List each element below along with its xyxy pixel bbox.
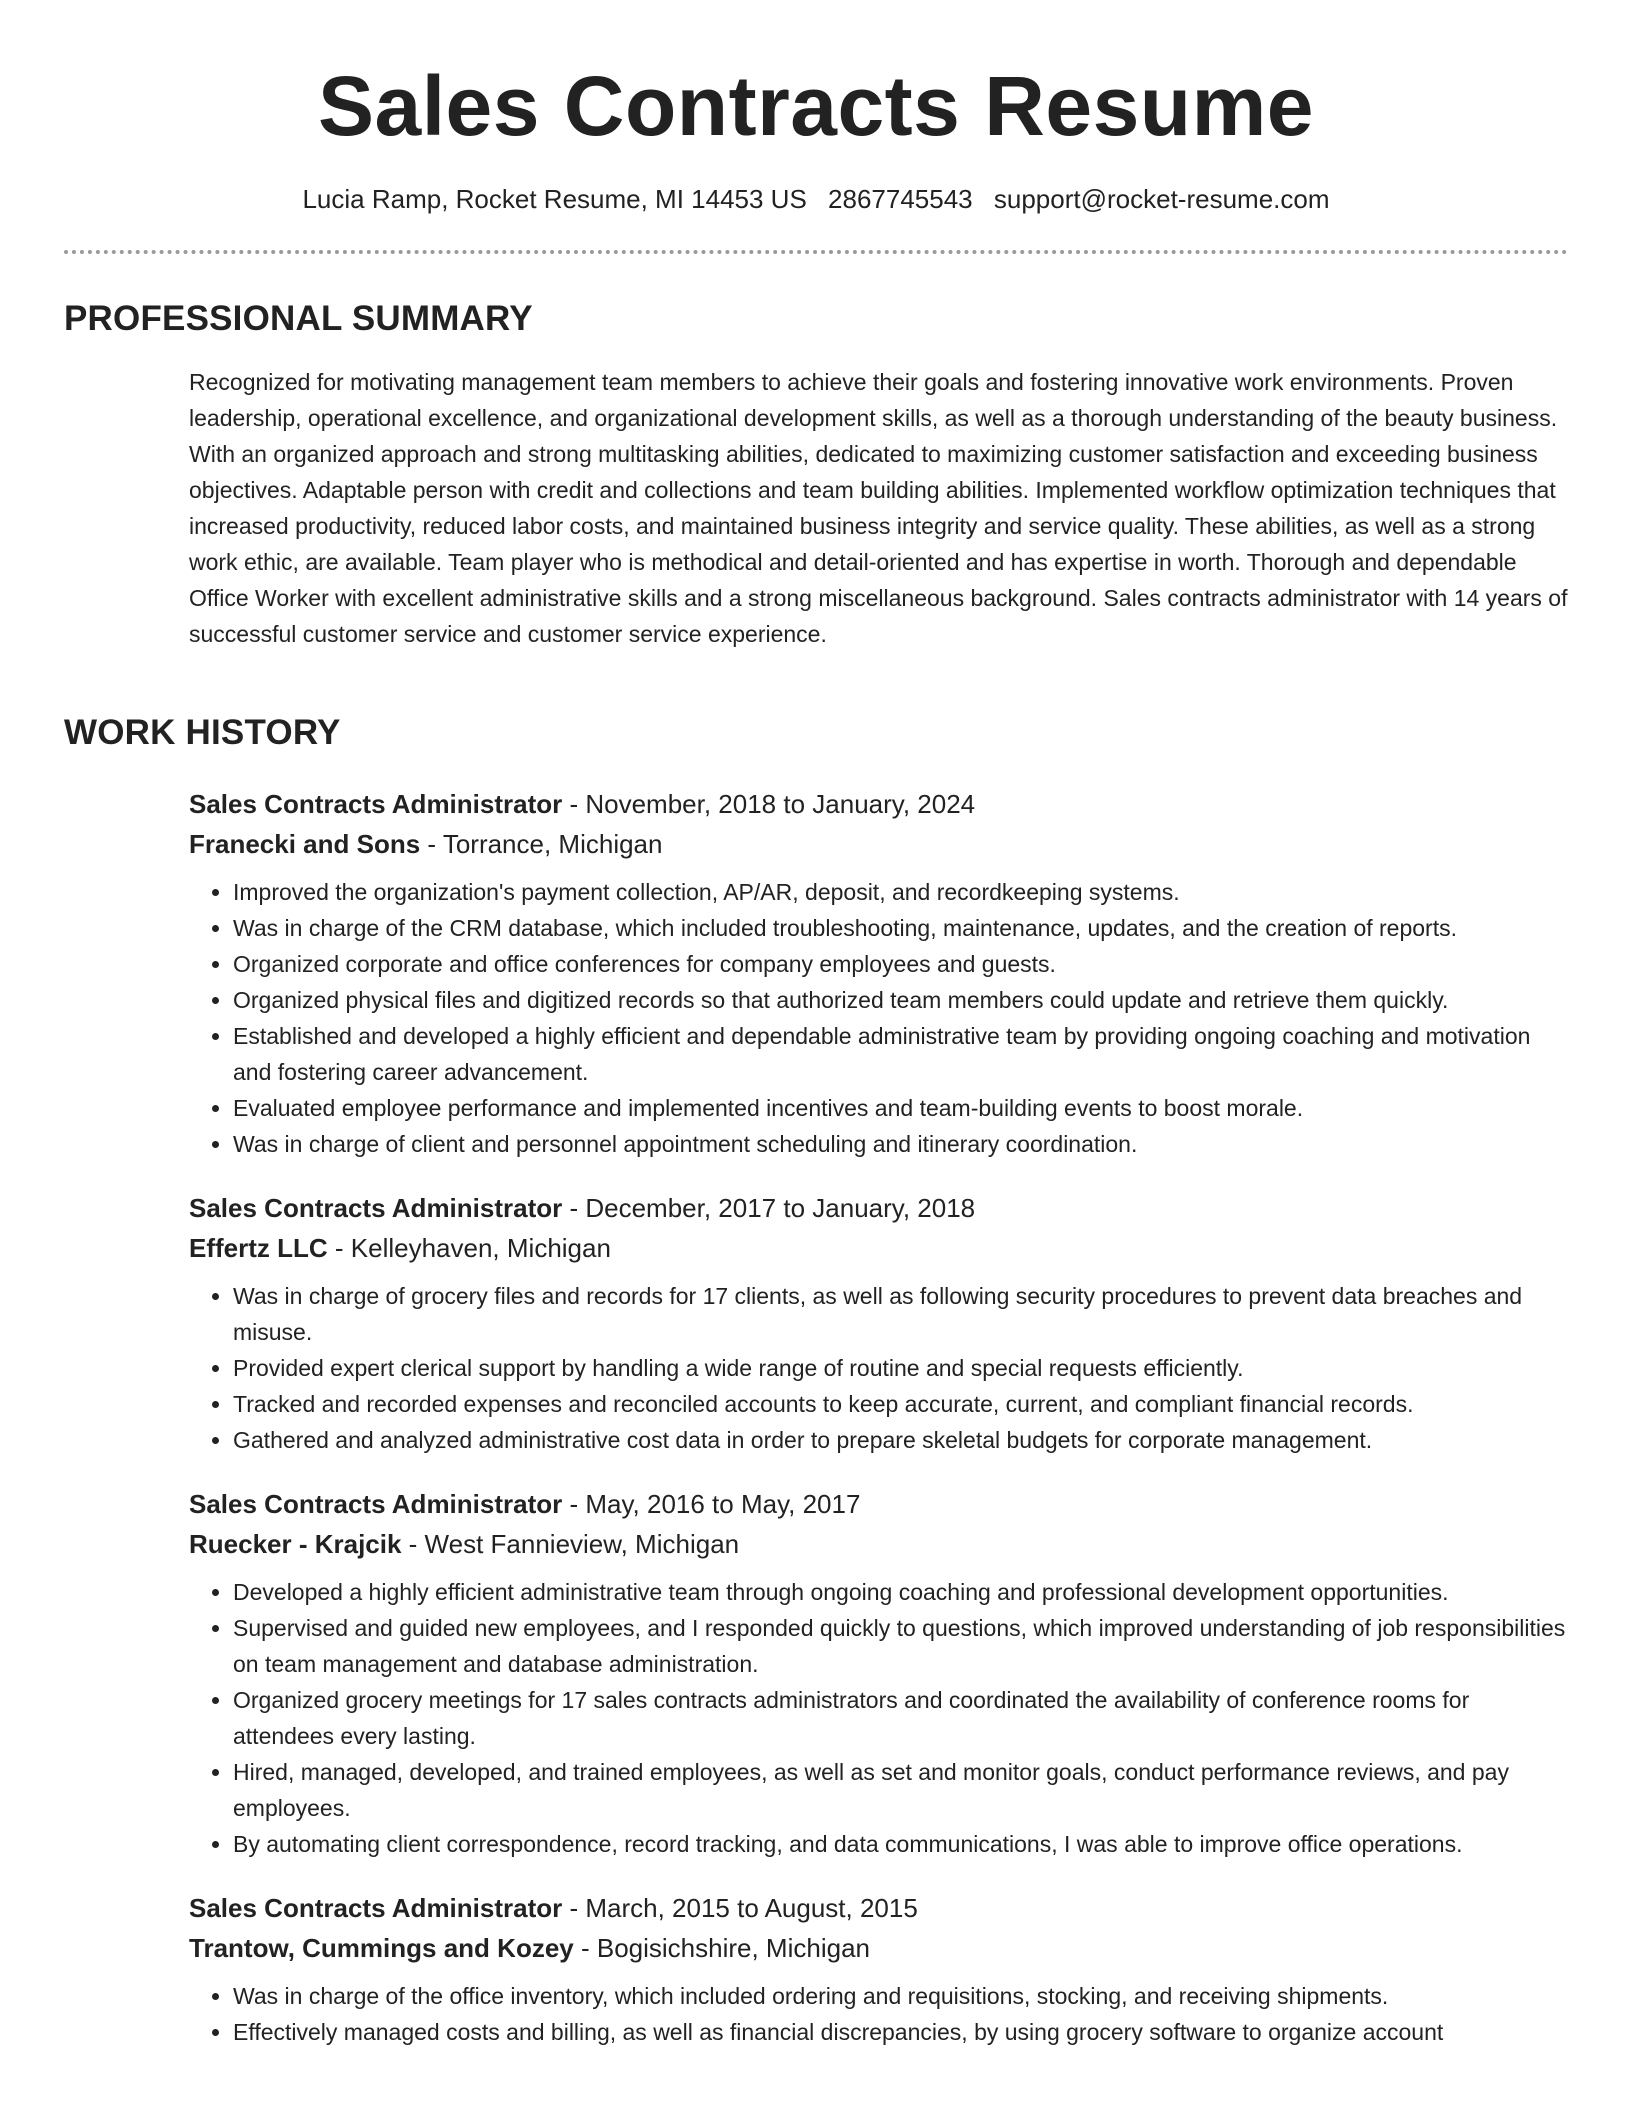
job-dates: - May, 2016 to May, 2017 xyxy=(562,1489,861,1519)
job-bullet: • Organized physical files and digitized records so that authorized team members could update and retrieve them quickly. xyxy=(233,982,1569,1018)
job-bullet: • Hired, managed, developed, and trained employees, as well as set and monitor goals, conduct performance reviews, and pay employees. xyxy=(233,1754,1569,1826)
job-role: Sales Contracts Administrator xyxy=(189,1893,563,1923)
job-bullet: • Was in charge of client and personnel appointment scheduling and itinerary coordination. xyxy=(233,1126,1569,1162)
job-bullet: • Tracked and recorded expenses and reconciled accounts to keep accurate, current, and compliant financial records. xyxy=(233,1386,1569,1422)
contact-phone: 2867745543 xyxy=(828,184,973,214)
job-entry xyxy=(189,1888,1569,2050)
contact-address: Lucia Ramp, Rocket Resume, MI 14453 US xyxy=(302,184,807,214)
job-bullet: • Developed a highly efficient administrative team through ongoing coaching and professional development opportunities. xyxy=(233,1574,1569,1610)
job-company-line xyxy=(189,1524,1569,1564)
job-bullet: • Was in charge of the office inventory, which included ordering and requisitions, stocking, and receiving shipments. xyxy=(233,1978,1569,2014)
job-company: Effertz LLC xyxy=(189,1233,328,1263)
job-location: - Bogisichshire, Michigan xyxy=(573,1933,870,1963)
job-bullet: • Established and developed a highly efficient and dependable administrative team by providing ongoing coaching and motivation and fostering career advancement. xyxy=(233,1018,1569,1090)
summary-heading: PROFESSIONAL SUMMARY xyxy=(64,299,533,338)
job-dates: - March, 2015 to August, 2015 xyxy=(562,1893,918,1923)
job-bullet: • Organized grocery meetings for 17 sales contracts administrators and coordinated the availability of conference rooms for attendees every lasting. xyxy=(233,1682,1569,1754)
job-bullets xyxy=(189,1278,1569,1458)
contact-line xyxy=(0,182,1632,216)
job-bullets xyxy=(189,1574,1569,1862)
job-company: Franecki and Sons xyxy=(189,829,421,859)
job-bullet: • Provided expert clerical support by handling a wide range of routine and special requests efficiently. xyxy=(233,1350,1569,1386)
job-title-line xyxy=(189,784,1569,824)
job-title-line xyxy=(189,1484,1569,1524)
job-bullet: • By automating client correspondence, record tracking, and data communications, I was able to improve office operations. xyxy=(233,1826,1569,1862)
job-entry xyxy=(189,784,1569,1162)
job-role: Sales Contracts Administrator xyxy=(189,789,563,819)
job-bullet: • Was in charge of grocery files and records for 17 clients, as well as following security procedures to prevent data breaches and misuse. xyxy=(233,1278,1569,1350)
job-dates: - December, 2017 to January, 2018 xyxy=(562,1193,976,1223)
job-role: Sales Contracts Administrator xyxy=(189,1489,563,1519)
job-title-line xyxy=(189,1188,1569,1228)
job-bullet: • Supervised and guided new employees, and I responded quickly to questions, which improved understanding of job responsibilities on team management and database administration. xyxy=(233,1610,1569,1682)
job-bullet: • Effectively managed costs and billing, as well as financial discrepancies, by using grocery software to organize account xyxy=(233,2014,1569,2050)
job-bullets xyxy=(189,1978,1569,2050)
job-title-line xyxy=(189,1888,1569,1928)
job-bullet: • Evaluated employee performance and implemented incentives and team-building events to boost morale. xyxy=(233,1090,1569,1126)
job-bullet: • Gathered and analyzed administrative cost data in order to prepare skeletal budgets for corporate management. xyxy=(233,1422,1569,1458)
job-bullet: • Was in charge of the CRM database, which included troubleshooting, maintenance, updates, and the creation of reports. xyxy=(233,910,1569,946)
contact-email: support@rocket-resume.com xyxy=(993,184,1330,214)
job-location: - West Fannieview, Michigan xyxy=(401,1529,740,1559)
job-location: - Kelleyhaven, Michigan xyxy=(327,1233,611,1263)
job-company-line xyxy=(189,824,1569,864)
job-company-line xyxy=(189,1228,1569,1268)
job-company: Ruecker - Krajcik xyxy=(189,1529,402,1559)
job-entry xyxy=(189,1484,1569,1862)
job-role: Sales Contracts Administrator xyxy=(189,1193,563,1223)
header-divider xyxy=(64,250,1568,254)
job-location: - Torrance, Michigan xyxy=(420,829,663,859)
job-company: Trantow, Cummings and Kozey xyxy=(189,1933,574,1963)
summary-text: Recognized for motivating management team members to achieve their goals and fostering innovative work environments. Proven leadership, operational excellence, and organizational development skills, as well as a thorough understanding of the beauty business. With an organized approach and strong multitasking abilities, dedicated to maximizing customer satisfaction and exceeding business objectives. Adaptable person with credit and collections and team building abilities. Implemented workflow optimization techniques that increased productivity, reduced labor costs, and maintained business integrity and service quality. These abilities, as well as a strong work ethic, are available. Team player who is methodical and detail-oriented and has expertise in worth. Thorough and dependable Office Worker with excellent administrative skills and a strong miscellaneous background. Sales contracts administrator with 14 years of successful customer service and customer service experience. xyxy=(189,369,1568,647)
work-history-list xyxy=(189,784,1569,2076)
job-entry xyxy=(189,1188,1569,1458)
job-bullets xyxy=(189,874,1569,1162)
job-dates: - November, 2018 to January, 2024 xyxy=(562,789,976,819)
job-bullet: • Improved the organization's payment collection, AP/AR, deposit, and recordkeeping systems. xyxy=(233,874,1569,910)
job-company-line xyxy=(189,1928,1569,1968)
resume-title: Sales Contracts Resume xyxy=(317,59,1315,153)
work-history-heading: WORK HISTORY xyxy=(64,713,341,752)
job-bullet: • Organized corporate and office conferences for company employees and guests. xyxy=(233,946,1569,982)
